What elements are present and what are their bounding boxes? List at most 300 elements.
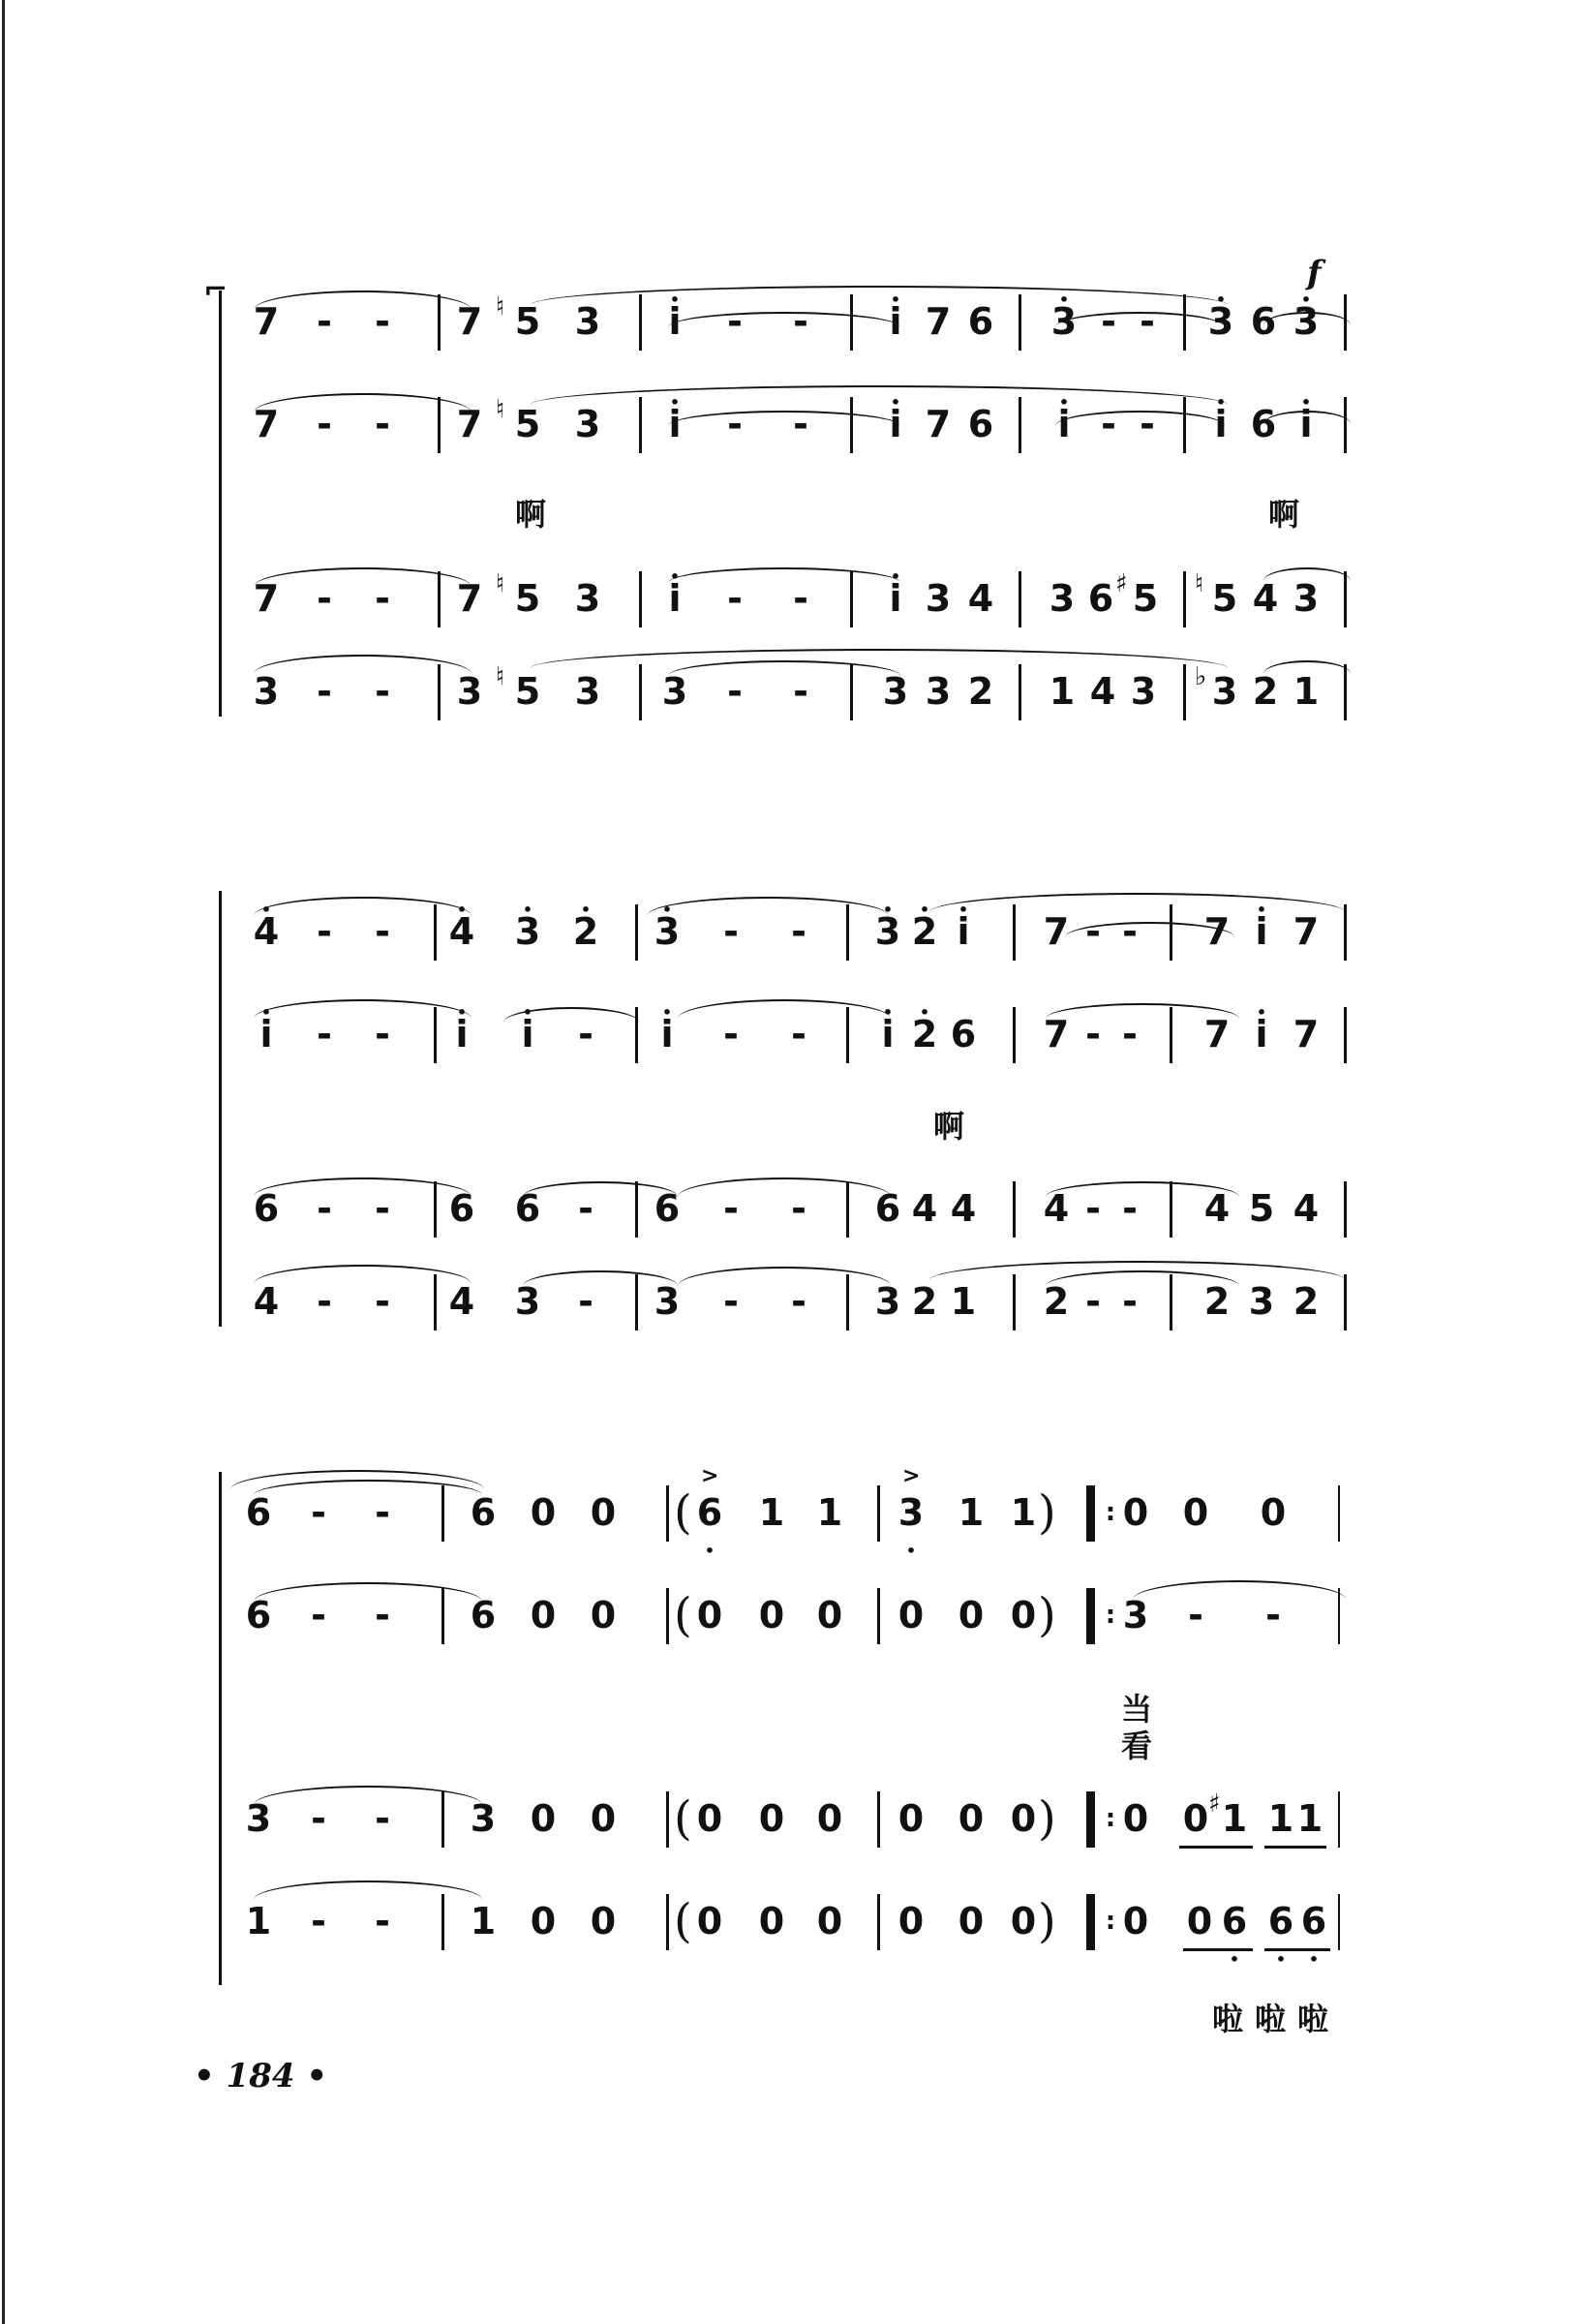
- rest: 0: [530, 1491, 557, 1534]
- note: • i: [1245, 908, 1278, 955]
- note: • 3: [871, 908, 904, 955]
- note: • i: [871, 1011, 904, 1057]
- staff-alto: [0, 1584, 1582, 1652]
- note: 3: [574, 403, 601, 445]
- note: 7: [1203, 1013, 1231, 1055]
- note: 6: [1087, 577, 1114, 620]
- rest: 0: [696, 1900, 723, 1942]
- note: 7: [925, 300, 952, 343]
- natural-sign: ♮: [496, 569, 505, 598]
- note: 7: [253, 403, 280, 445]
- dash: -: [723, 910, 739, 953]
- beam-underline: [1179, 1846, 1253, 1849]
- barline: [846, 904, 849, 961]
- staff-tenor: [0, 1788, 1582, 1855]
- note: 1: [245, 1900, 272, 1942]
- note: 1: [470, 1900, 497, 1942]
- note: 3: [574, 577, 601, 620]
- barline: [441, 1588, 444, 1644]
- note: 7: [1293, 910, 1320, 953]
- rest: 0: [1010, 1900, 1037, 1942]
- barline: [635, 1007, 638, 1063]
- lyric: 啊: [515, 496, 547, 533]
- note: 1: [1049, 670, 1076, 713]
- dash: -: [1188, 1594, 1203, 1636]
- beam-underline: [1183, 1948, 1253, 1951]
- note: 5: [514, 403, 541, 445]
- dash: -: [375, 300, 390, 343]
- barline: [635, 1274, 638, 1330]
- dash: -: [375, 1013, 390, 1055]
- barline: [1019, 397, 1021, 453]
- note: 4: [911, 1187, 938, 1230]
- slur: [254, 1265, 472, 1284]
- system-2: [0, 872, 1582, 1356]
- note: 3: [1049, 577, 1076, 620]
- barline: [1344, 664, 1347, 720]
- note: 2: [1293, 1280, 1320, 1323]
- barline: [1019, 294, 1021, 351]
- barline: [441, 1791, 444, 1848]
- dash: -: [375, 670, 390, 713]
- rest: 0: [590, 1797, 617, 1840]
- note: 3: [1130, 670, 1157, 713]
- note: • 3: [1204, 298, 1237, 345]
- note: 4: [1252, 577, 1279, 620]
- note: 4: [1203, 1187, 1231, 1230]
- note: • 2: [908, 1011, 941, 1057]
- note: 1: [950, 1280, 977, 1323]
- slur: [1133, 1580, 1346, 1600]
- note: 3: [882, 670, 909, 713]
- barline: [1170, 1007, 1172, 1063]
- dash: -: [793, 300, 808, 343]
- barline: [639, 571, 642, 627]
- dash: -: [317, 670, 332, 713]
- note: 6: [253, 1187, 280, 1230]
- barline: [1183, 294, 1186, 351]
- rest: 0: [816, 1594, 843, 1636]
- note: 6: [1250, 403, 1277, 445]
- barline: [438, 397, 441, 453]
- note: 6: [1250, 300, 1277, 343]
- dash: -: [375, 1187, 390, 1230]
- rest: 0: [1122, 1900, 1149, 1942]
- note: 3: [654, 1280, 681, 1323]
- barline: [1019, 664, 1021, 720]
- dash: -: [727, 403, 743, 445]
- rest: 0: [696, 1594, 723, 1636]
- note: 6 •: [693, 1489, 726, 1536]
- accent-mark: >: [701, 1464, 719, 1488]
- barline: [1344, 397, 1347, 453]
- note: • 3: [1048, 298, 1080, 345]
- note: 3: [874, 1280, 901, 1323]
- note: 6: [874, 1187, 901, 1230]
- repeat-dots: :: [1105, 1804, 1116, 1833]
- note: • i: [658, 298, 691, 345]
- note: 3: [456, 670, 483, 713]
- note: 3: [1211, 670, 1238, 713]
- note: 2: [1203, 1280, 1231, 1323]
- note: 4: [1089, 670, 1116, 713]
- system-brace-top: ⌐: [203, 273, 228, 307]
- barline: [846, 1181, 849, 1238]
- rest: 0: [897, 1900, 925, 1942]
- barline: [666, 1485, 669, 1542]
- paren-close: ): [1038, 1894, 1056, 1948]
- note: 4: [1043, 1187, 1070, 1230]
- barline: [846, 1274, 849, 1330]
- dash: -: [1265, 1594, 1281, 1636]
- dash: -: [727, 670, 743, 713]
- barline: [850, 294, 853, 351]
- note: • i: [1204, 401, 1237, 447]
- note: 1: [1267, 1797, 1294, 1840]
- accent-mark: >: [902, 1464, 921, 1488]
- note: • 4: [250, 908, 283, 955]
- barline: [877, 1485, 880, 1542]
- dash: -: [793, 403, 808, 445]
- barline: [1170, 904, 1172, 961]
- dash: -: [375, 577, 390, 620]
- note: 6: [245, 1594, 272, 1636]
- note: 5: [1132, 577, 1159, 620]
- dash: -: [317, 577, 332, 620]
- lyric: 当: [1120, 1691, 1152, 1728]
- note: 3: [1293, 577, 1320, 620]
- note: 6: [448, 1187, 475, 1230]
- flat-sign: ♭: [1195, 662, 1207, 691]
- dash: -: [311, 1797, 326, 1840]
- dash: -: [723, 1187, 739, 1230]
- slur: [254, 999, 472, 1019]
- slur: [254, 1177, 472, 1197]
- note: 7: [253, 577, 280, 620]
- barline: [666, 1894, 669, 1950]
- note: 4: [1293, 1187, 1320, 1230]
- note: 6: [470, 1594, 497, 1636]
- note: • 3: [1290, 298, 1323, 345]
- dash: -: [1085, 910, 1101, 953]
- note: 3: [1248, 1280, 1275, 1323]
- barline: [438, 664, 441, 720]
- note: 3: [514, 1280, 541, 1323]
- repeat-dots: :: [1105, 1907, 1116, 1936]
- note: • i: [879, 298, 912, 345]
- dash: -: [311, 1491, 326, 1534]
- note: 5: [514, 577, 541, 620]
- barline: [850, 571, 853, 627]
- rest: 0: [758, 1900, 785, 1942]
- barline: [441, 1894, 444, 1950]
- note: 7: [1043, 1013, 1070, 1055]
- note: 3: [253, 670, 280, 713]
- note: 3: [245, 1797, 272, 1840]
- barline: [434, 1007, 437, 1063]
- paren-close: ): [1038, 1588, 1056, 1642]
- note: 2: [967, 670, 994, 713]
- note: 5: [1248, 1187, 1275, 1230]
- note: • i: [947, 908, 980, 955]
- note: 3: [661, 670, 688, 713]
- paren-open: (: [674, 1485, 692, 1540]
- rest: 0: [958, 1594, 985, 1636]
- barline: [877, 1588, 880, 1644]
- barline: [1013, 1181, 1016, 1238]
- slur: [254, 897, 472, 916]
- barline: [441, 1485, 444, 1542]
- note: • i: [658, 401, 691, 447]
- staff-bass: [0, 1270, 1582, 1338]
- rest: 0: [816, 1900, 843, 1942]
- dash: -: [375, 1797, 390, 1840]
- dash: -: [375, 1491, 390, 1534]
- note: 3: [574, 300, 601, 343]
- lyric: 啦: [1297, 2001, 1329, 2037]
- barline: [1338, 1485, 1340, 1542]
- note: 2: [911, 1280, 938, 1323]
- note: • i: [879, 575, 912, 622]
- natural-sign: ♮: [1195, 569, 1204, 598]
- barline: [666, 1791, 669, 1848]
- lyric: 啊: [933, 1108, 965, 1145]
- dash: -: [793, 670, 808, 713]
- barline: [1344, 571, 1347, 627]
- paren-open: (: [674, 1588, 692, 1642]
- rest: 0: [958, 1797, 985, 1840]
- staff-soprano: [0, 254, 1582, 358]
- note: 1: [1221, 1797, 1248, 1840]
- dash: -: [578, 1280, 593, 1323]
- barline: [846, 1007, 849, 1063]
- note: • i: [658, 575, 691, 622]
- dash: -: [1140, 403, 1155, 445]
- note: 3: [1122, 1594, 1149, 1636]
- dash: -: [1085, 1187, 1101, 1230]
- system-3: [0, 1452, 1582, 2053]
- paren-close: ): [1038, 1485, 1056, 1540]
- note: 3: [574, 670, 601, 713]
- dash: -: [791, 1280, 806, 1323]
- note: 1: [1296, 1797, 1323, 1840]
- note: 5: [514, 300, 541, 343]
- natural-sign: ♮: [496, 292, 505, 321]
- rest: 0: [816, 1797, 843, 1840]
- natural-sign: ♮: [496, 395, 505, 424]
- slur: [254, 1881, 482, 1900]
- dash: -: [317, 300, 332, 343]
- note: 4: [950, 1187, 977, 1230]
- note: 3: [470, 1797, 497, 1840]
- barline: [877, 1894, 880, 1950]
- barline: [1344, 1181, 1347, 1238]
- barline: [639, 294, 642, 351]
- staff-tenor: [0, 1177, 1582, 1245]
- dash: -: [317, 1280, 332, 1323]
- dash: -: [578, 1013, 593, 1055]
- note: 3: [925, 670, 952, 713]
- note: 6: [967, 300, 994, 343]
- paren-open: (: [674, 1894, 692, 1948]
- note: • i: [511, 1011, 544, 1057]
- dash: -: [1122, 1280, 1138, 1323]
- note: 1: [758, 1491, 785, 1534]
- rest: 0: [590, 1491, 617, 1534]
- barline: [639, 664, 642, 720]
- note: • i: [1048, 401, 1080, 447]
- dash: -: [375, 403, 390, 445]
- dash: -: [791, 910, 806, 953]
- note: 6 •: [1297, 1898, 1330, 1944]
- lyric: 啦: [1255, 2001, 1287, 2037]
- rest: 0: [897, 1594, 925, 1636]
- dash: -: [1140, 300, 1155, 343]
- dynamic-marking: f: [1307, 254, 1322, 292]
- sharp-sign: ♯: [1208, 1789, 1221, 1819]
- note: • i: [445, 1011, 478, 1057]
- note: 7: [1043, 910, 1070, 953]
- rest: 0: [530, 1797, 557, 1840]
- note: 1: [1293, 670, 1320, 713]
- staff-tenor: [0, 567, 1582, 635]
- note: 4: [253, 1280, 280, 1323]
- dash: -: [727, 577, 743, 620]
- note: 6: [654, 1187, 681, 1230]
- rest: 0: [958, 1900, 985, 1942]
- barline: [438, 571, 441, 627]
- note: • i: [250, 1011, 283, 1057]
- note: 7: [253, 300, 280, 343]
- note: • i: [879, 401, 912, 447]
- barline: [666, 1588, 669, 1644]
- beam-underline: [1264, 1846, 1326, 1849]
- note: 6: [245, 1491, 272, 1534]
- rest: 0: [1182, 1797, 1209, 1840]
- barline: [1344, 1007, 1347, 1063]
- dash: -: [375, 1900, 390, 1942]
- dash: -: [727, 300, 743, 343]
- note: 7: [1293, 1013, 1320, 1055]
- dash: -: [578, 1187, 593, 1230]
- dash: -: [791, 1013, 806, 1055]
- note: • 2: [908, 908, 941, 955]
- dash: -: [375, 1280, 390, 1323]
- barline: [1183, 397, 1186, 453]
- staff-bass: [0, 660, 1582, 728]
- system-1: [0, 254, 1582, 746]
- note: 1: [816, 1491, 843, 1534]
- note: • 2: [569, 908, 602, 955]
- rest: 0: [758, 1797, 785, 1840]
- rest: 0: [1010, 1797, 1037, 1840]
- rest: 0: [590, 1900, 617, 1942]
- barline: [1170, 1274, 1172, 1330]
- note: 5: [514, 670, 541, 713]
- barline: [1019, 571, 1021, 627]
- note: • 3: [651, 908, 684, 955]
- beam-underline: [1264, 1948, 1330, 1951]
- rest: 0: [897, 1797, 925, 1840]
- note: 6: [514, 1187, 541, 1230]
- note: 7: [456, 300, 483, 343]
- staff-soprano: [0, 1464, 1582, 1549]
- note: 4: [448, 1280, 475, 1323]
- rest: 0: [1122, 1491, 1149, 1534]
- barline: [1344, 904, 1347, 961]
- slur: [531, 649, 1228, 668]
- dash: -: [791, 1187, 806, 1230]
- sharp-sign: ♯: [1115, 569, 1128, 598]
- barline: [438, 294, 441, 351]
- dash: -: [1122, 1013, 1138, 1055]
- dash: -: [311, 1594, 326, 1636]
- note: 5: [1211, 577, 1238, 620]
- barline: [850, 664, 853, 720]
- barline: [1338, 1894, 1340, 1950]
- barline: [1344, 1274, 1347, 1330]
- rest: 0: [1182, 1491, 1209, 1534]
- dash: -: [723, 1013, 739, 1055]
- rest: 0: [696, 1797, 723, 1840]
- rest: 0: [758, 1594, 785, 1636]
- note: • 4: [445, 908, 478, 955]
- rest: 0: [1186, 1900, 1213, 1942]
- note: 2: [1043, 1280, 1070, 1323]
- page-number: • 184 •: [194, 2057, 328, 2095]
- barline: [434, 1274, 437, 1330]
- barline: [1183, 664, 1186, 720]
- note: 1: [958, 1491, 985, 1534]
- staff-alto: [0, 1003, 1582, 1071]
- rest: 0: [530, 1594, 557, 1636]
- rest: 0: [1010, 1594, 1037, 1636]
- dash: -: [1101, 403, 1116, 445]
- repeat-dots: :: [1105, 1601, 1116, 1630]
- note: 3 •: [895, 1489, 928, 1536]
- note: 7: [456, 403, 483, 445]
- barline: [1338, 1791, 1340, 1848]
- dash: -: [317, 403, 332, 445]
- lyric: 看: [1120, 1728, 1152, 1764]
- note: 7: [925, 403, 952, 445]
- dash: -: [1085, 1013, 1101, 1055]
- note: • i: [1290, 401, 1323, 447]
- staff-soprano: [0, 901, 1582, 968]
- staff-bass: [0, 1890, 1582, 1958]
- note: 2: [1252, 670, 1279, 713]
- note: 7: [1203, 910, 1231, 953]
- note: 4: [967, 577, 994, 620]
- dash: -: [793, 577, 808, 620]
- barline: [434, 904, 437, 961]
- staff-alto: [0, 393, 1582, 461]
- rest: 0: [590, 1594, 617, 1636]
- note: 6: [950, 1013, 977, 1055]
- barline: [635, 904, 638, 961]
- rest: 0: [1260, 1491, 1287, 1534]
- barline: [1338, 1588, 1340, 1644]
- dash: -: [317, 910, 332, 953]
- dash: -: [375, 1594, 390, 1636]
- dash: -: [1122, 910, 1138, 953]
- barline: [1013, 904, 1016, 961]
- dash: -: [375, 910, 390, 953]
- note: 3: [925, 577, 952, 620]
- barline: [1170, 1181, 1172, 1238]
- barline: [850, 397, 853, 453]
- barline: [1013, 1007, 1016, 1063]
